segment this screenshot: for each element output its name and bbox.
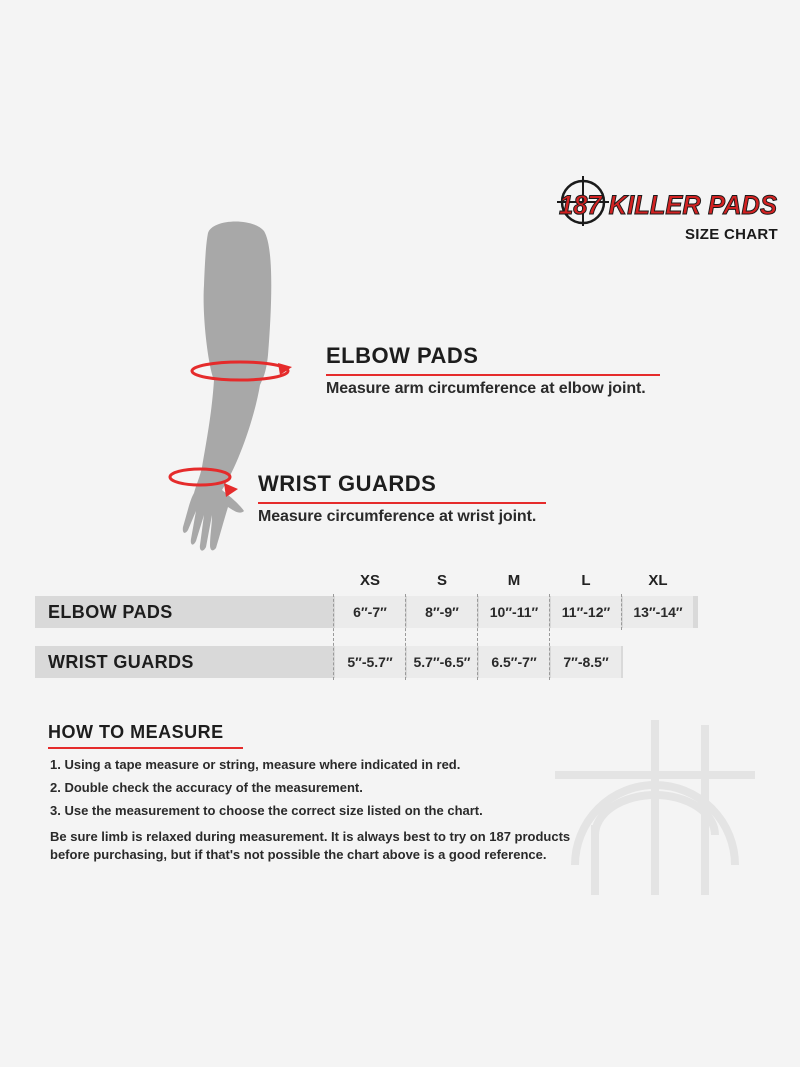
table-divider (405, 594, 406, 680)
cell-elbow-xl: 13″-14″ (623, 596, 693, 628)
cell-elbow-xs: 6″-7″ (335, 596, 405, 628)
cell-elbow-l: 11″-12″ (551, 596, 621, 628)
elbow-pads-description: Measure arm circumference at elbow joint. (326, 380, 646, 397)
cell-elbow-m: 10″-11″ (479, 596, 549, 628)
size-header-m: M (507, 572, 521, 589)
row-label-elbow: ELBOW PADS (48, 602, 173, 622)
elbow-pads-title: ELBOW PADS (326, 343, 660, 376)
brand-header (555, 174, 780, 246)
row-label-wrist: WRIST GUARDS (48, 652, 194, 672)
table-divider (549, 594, 550, 680)
cell-wrist-s: 5.7″-6.5″ (407, 646, 477, 678)
brand-logo (555, 174, 780, 226)
cell-elbow-s: 8″-9″ (407, 596, 477, 628)
cell-wrist-m: 6.5″-7″ (479, 646, 549, 678)
wrist-guards-description: Measure circumference at wrist joint. (258, 508, 537, 525)
cell-wrist-l: 7″-8.5″ (551, 646, 621, 678)
list-item: 3. Use the measurement to choose the correct size listed on the chart. (50, 803, 483, 818)
list-item: 1. Using a tape measure or string, measure where indicated in red. (50, 757, 461, 772)
size-header-l: L (581, 572, 591, 589)
how-to-measure-note: Be sure limb is relaxed during measurement. It is always best to try on 187 products before purchasing, but if that's not possible the chart above is a good reference. (50, 829, 571, 862)
table-divider (333, 594, 334, 680)
size-header-s: S (436, 572, 447, 589)
list-item: 2. Double check the accuracy of the measurement. (50, 780, 363, 795)
cell-wrist-xs: 5″-5.7″ (335, 646, 405, 678)
table-divider (477, 594, 478, 680)
table-divider (621, 594, 622, 630)
crosshair-watermark-icon (555, 715, 755, 900)
wrist-guards-title: WRIST GUARDS (258, 471, 546, 504)
how-to-measure-title: HOW TO MEASURE (48, 722, 243, 749)
size-header-xl: XL (648, 572, 668, 589)
brand-logo-text: 187 KILLER PADS (559, 190, 777, 220)
size-header-xs: XS (359, 572, 380, 589)
brand-subtitle: SIZE CHART (685, 226, 778, 243)
how-to-measure-steps (50, 757, 483, 826)
